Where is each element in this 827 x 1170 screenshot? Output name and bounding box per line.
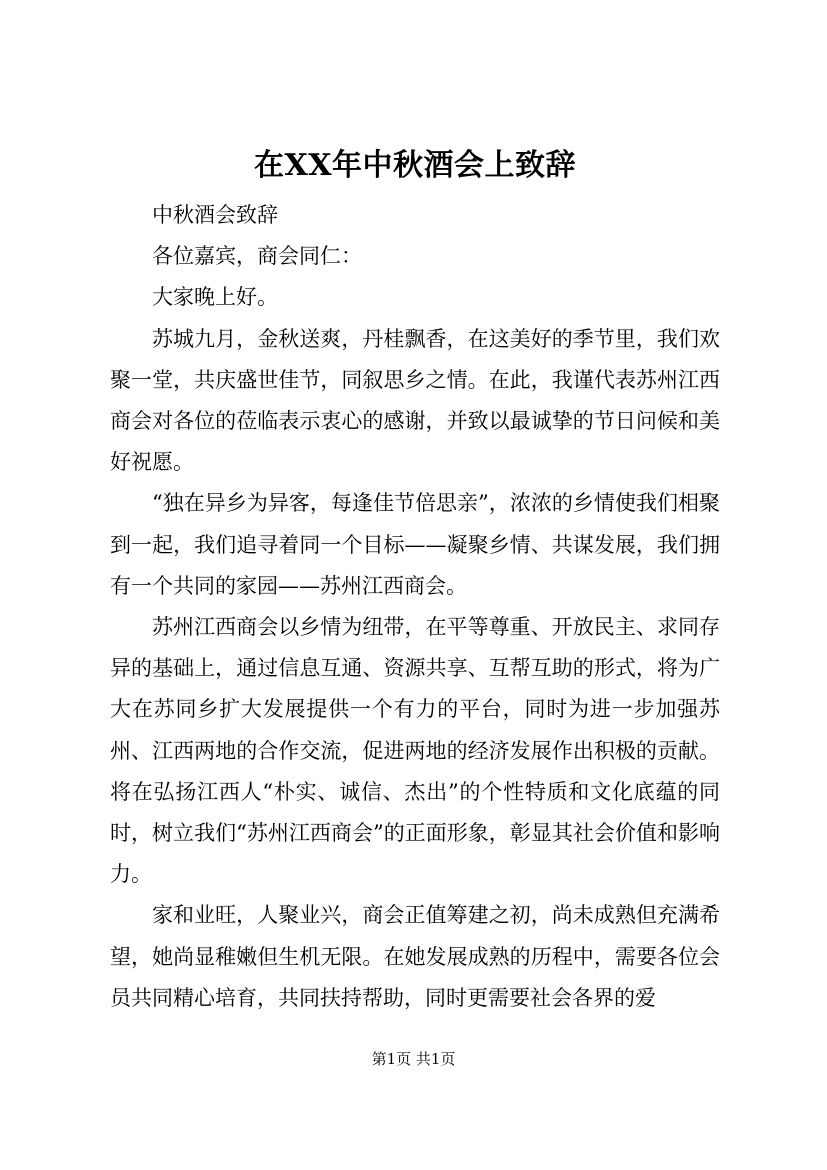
paragraph-1: 苏城九月，金秋送爽，丹桂飘香，在这美好的季节里，我们欢聚一堂，共庆盛世佳节，同叙思乡之情。在此，我谨代表苏州江西商会对各位的莅临表示衷心的感谢，并致以最诚挚的节日问候和美好祝愿。 <box>110 326 720 475</box>
paragraph-4: 家和业旺，人聚业兴，商会正值筹建之初，尚未成熟但充满希望，她尚显稚嫩但生机无限。在她发展成熟的历程中，需要各位会员共同精心培育，共同扶持帮助，同时更需要社会各界的爱 <box>110 903 720 1010</box>
page-footer: 第1页 共1页 <box>371 1050 456 1068</box>
paragraph-subtitle: 中秋酒会致辞 <box>152 203 278 227</box>
paragraph-3: 苏州江西商会以乡情为纽带，在平等尊重、开放民主、求同存异的基础上，通过信息互通、资源共享、互帮互助的形式，将为广大在苏同乡扩大发展提供一个有力的平台，同时为进一步加强苏州、江西两地的合作交流，促进两地的经济发展作出积极的贡献。将在弘扬江西人“朴实、诚信、杰出”的个性特质和文化底蕴的同时，树立我们“苏州江西商会”的正面形象，彰显其社会价值和影响力。 <box>110 615 720 887</box>
paragraph-2: “独在异乡为异客，每逢佳节倍思亲”，浓浓的乡情使我们相聚到一起，我们追寻着同一个目标——凝聚乡情、共谋发展，我们拥有一个共同的家园——苏州江西商会。 <box>110 491 720 598</box>
document-body <box>110 195 720 1019</box>
document-title: 在XX年中秋酒会上致辞 <box>253 148 577 183</box>
paragraph-greeting: 大家晚上好。 <box>152 285 278 310</box>
paragraph-salutation: 各位嘉宾，商会同仁： <box>152 244 362 269</box>
